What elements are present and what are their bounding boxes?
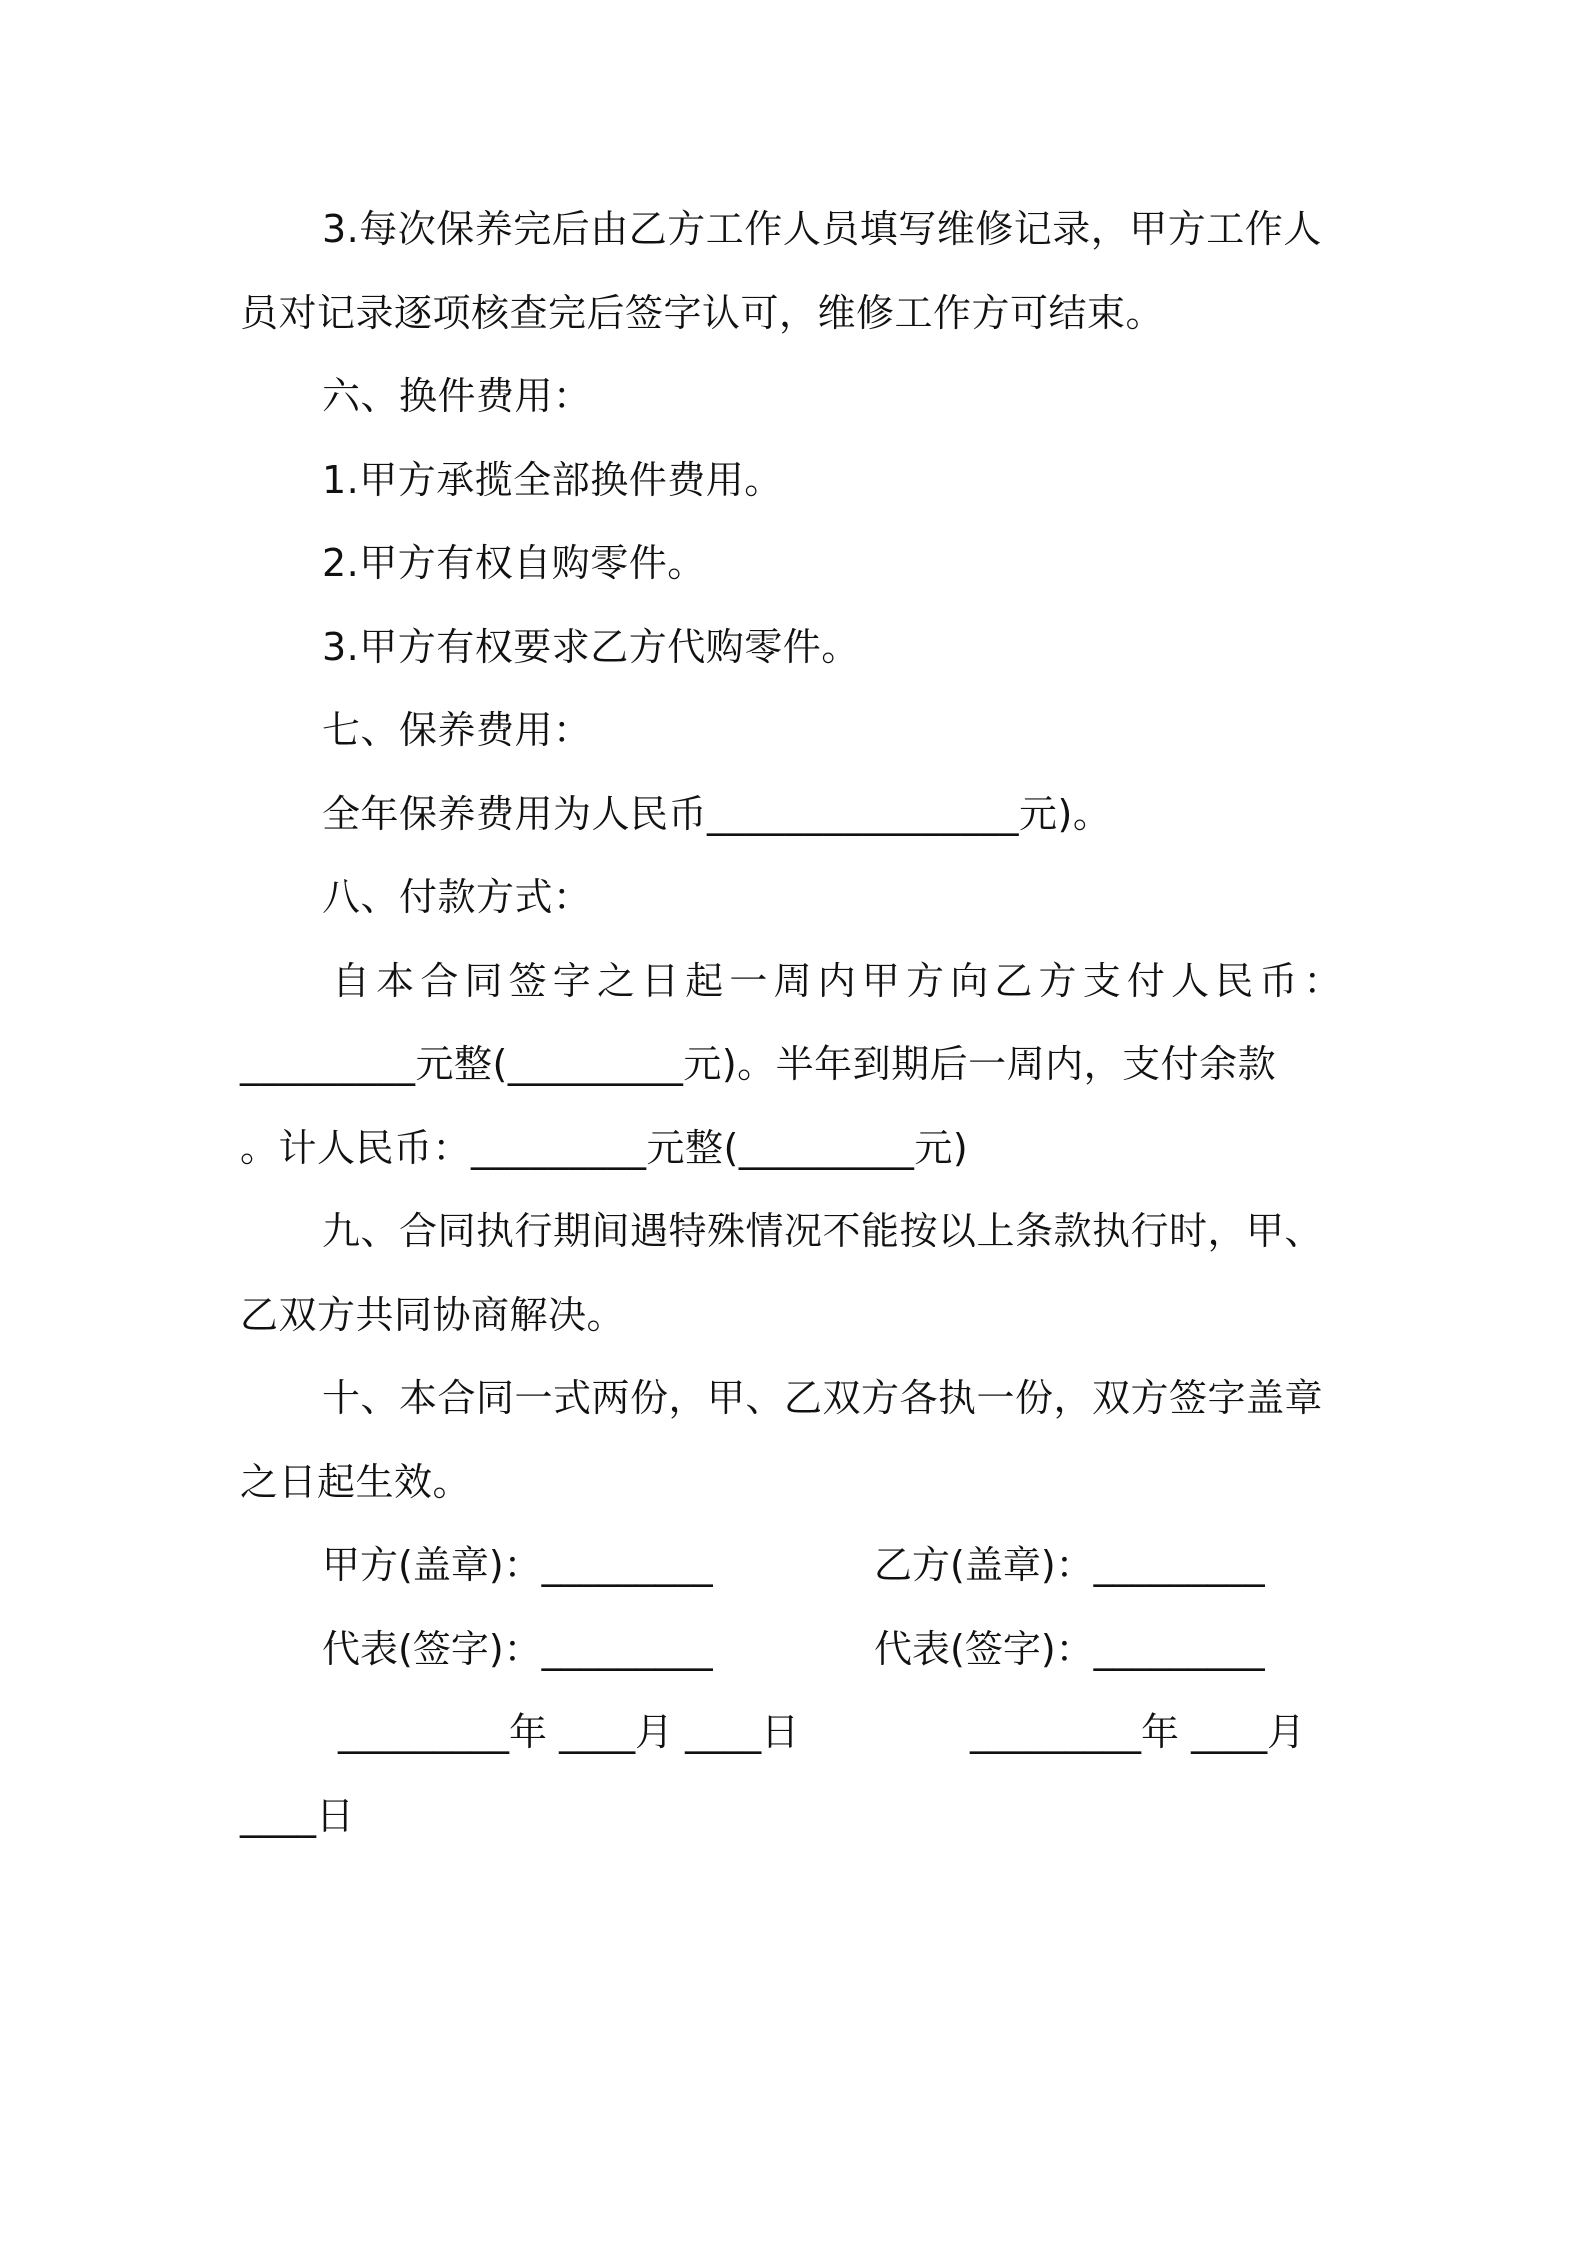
party-a-seal-field: 甲方(盖章)：_________ [322, 1543, 713, 1587]
paragraph-line: 九、合同执行期间遇特殊情况不能按以上条款执行时，甲、 [322, 1209, 1324, 1253]
list-item: 1.甲方承揽全部换件费用。 [322, 458, 783, 502]
paragraph-line: _________元整(_________元)。半年到期后一周内，支付余款 [240, 1042, 1277, 1086]
paragraph-line: 自本合同签字之日起一周内甲方向乙方支付人民币： [332, 959, 1342, 1003]
paragraph-line: 员对记录逐项核查完后签字认可，维修工作方可结束。 [240, 291, 1165, 335]
paragraph-line: 乙双方共同协商解决。 [240, 1293, 626, 1337]
paragraph-line: 十、本合同一式两份，甲、乙双方各执一份，双方签字盖章 [322, 1376, 1324, 1420]
party-a-rep-field: 代表(签字)：_________ [322, 1627, 713, 1671]
party-b-seal-field: 乙方(盖章)：_________ [874, 1543, 1265, 1587]
party-a-date-field: _________年 ____月 ____日 [338, 1710, 800, 1754]
section-heading: 八、付款方式： [322, 875, 592, 919]
list-item: 2.甲方有权自购零件。 [322, 541, 706, 585]
party-b-date-field: _________年 ____月 [970, 1710, 1306, 1754]
section-heading: 六、换件费用： [322, 374, 592, 418]
paragraph-line: 全年保养费用为人民币________________元)。 [322, 792, 1112, 836]
list-item: 3.甲方有权要求乙方代购零件。 [322, 625, 860, 669]
section-heading: 七、保养费用： [322, 708, 592, 752]
paragraph-line: 3.每次保养完后由乙方工作人员填写维修记录，甲方工作人 [322, 207, 1322, 251]
party-b-rep-field: 代表(签字)：_________ [874, 1627, 1265, 1671]
paragraph-line: 之日起生效。 [240, 1460, 472, 1504]
paragraph-line: 。计人民币：_________元整(_________元) [240, 1126, 969, 1170]
party-b-date-day-field: ____日 [240, 1794, 355, 1838]
